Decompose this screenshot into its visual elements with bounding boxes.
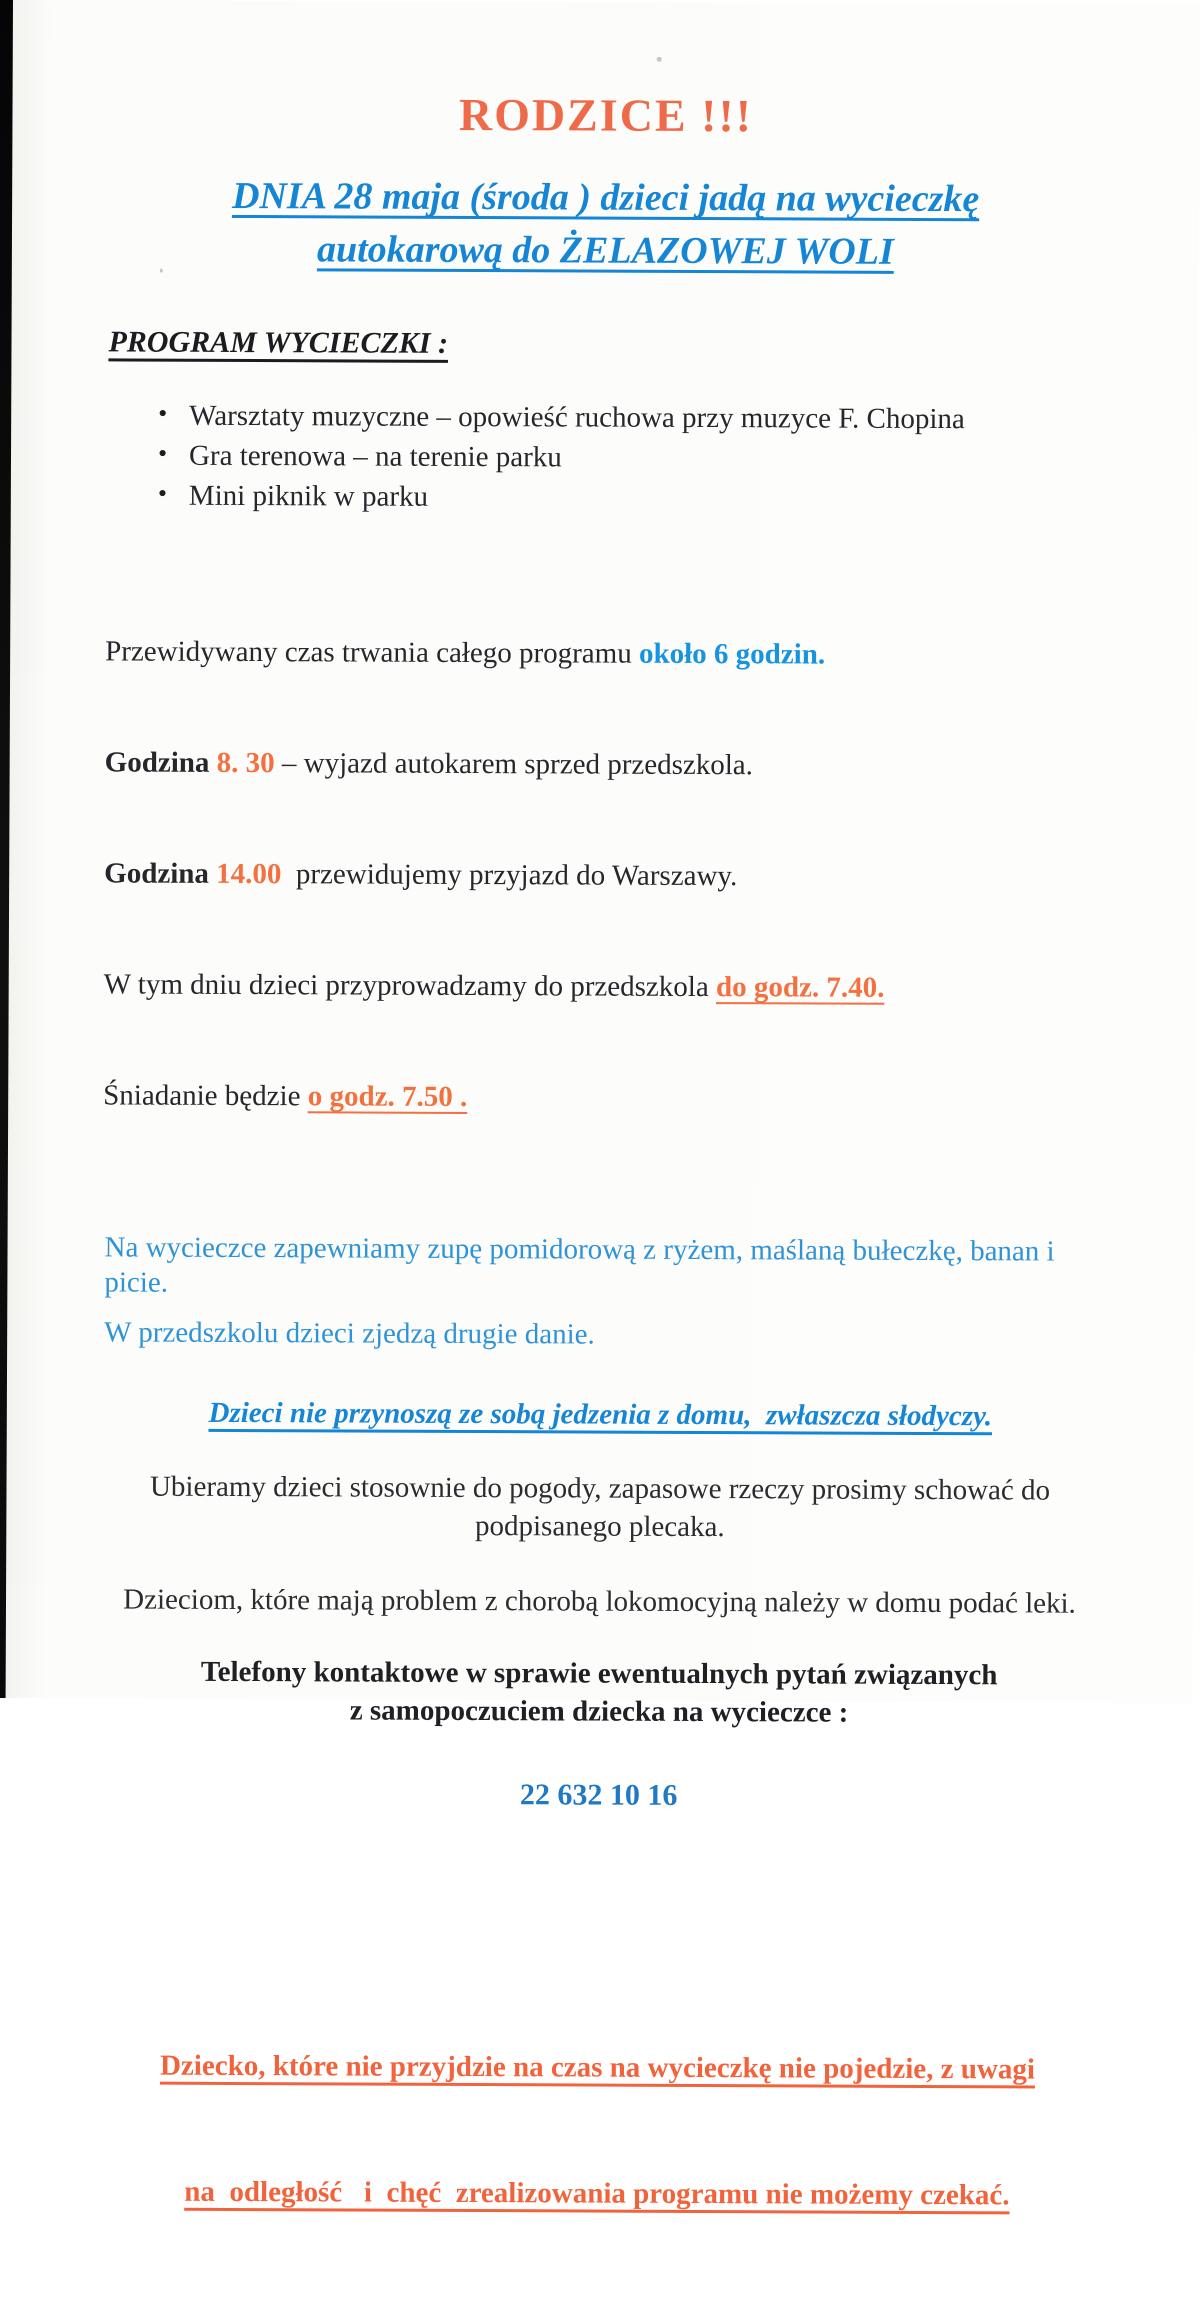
food-info-block: [104, 1230, 1195, 1355]
bullet-icon: •: [157, 438, 168, 468]
page-title: RODZICE !!!: [458, 88, 754, 142]
footer-warning: [3, 1960, 1191, 2301]
list-item: [11, 435, 1198, 480]
list-item: [11, 475, 1198, 520]
bullet-icon: •: [158, 398, 168, 428]
trip-heading-line2: autokarową do ŻELAZOWEJ WOLI: [316, 228, 894, 273]
food-line: picie.: [104, 1266, 169, 1299]
medicine-note: Dzieciom, które mają problem z chorobą lokomocyjną należy w domu podać leki.: [123, 1583, 1076, 1620]
contact-heading-line: z samopoczuciem dziecka na wycieczce :: [349, 1694, 849, 1729]
schedule-duration: [105, 633, 1197, 675]
contact-phone-number: 22 632 10 16: [519, 1778, 678, 1812]
trip-heading: [12, 169, 1199, 280]
schedule-block: [103, 559, 1198, 1193]
departure-label: Godzina: [104, 746, 217, 779]
clothing-note: [6, 1467, 1193, 1548]
schedule-departure: [105, 744, 1197, 786]
scan-artifact-dot: [160, 269, 163, 273]
return-label: Godzina: [104, 857, 217, 890]
program-list: [11, 395, 1199, 520]
duration-highlight: około 6 godzin.: [638, 637, 826, 671]
footer-warning-line: Dziecko, które nie przyjdzie na czas na wycieczkę nie pojedzie, z uwagi: [159, 2049, 1036, 2086]
clothing-line: podpisanego plecaka.: [474, 1510, 725, 1544]
scan-artifact-dot: [657, 57, 662, 62]
program-header: PROGRAM WYCIECZKI :: [108, 325, 449, 360]
breakfast-time: o godz. 7.50 .: [307, 1080, 468, 1113]
no-food-notice: [7, 1396, 1194, 1434]
no-food-notice-text: Dzieci nie przynoszą ze sobą jedzenia z domu, zwłaszcza słodyczy.: [208, 1396, 993, 1433]
footer-warning-line: na odległość i chęć zrealizowania programu nie możemy czekać.: [184, 2175, 1010, 2212]
contact-heading: [5, 1652, 1192, 1733]
dropoff-text: W tym dniu dzieci przyprowadzamy do przedszkola: [103, 968, 717, 1004]
clothing-line: Ubieramy dzieci stosownie do pogody, zapasowe rzeczy prosimy schować do: [149, 1470, 1051, 1507]
program-item-label: Gra terenowa – na terenie parku: [188, 439, 562, 474]
return-text: przewidujemy przyjazd do Warszawy.: [281, 858, 738, 893]
departure-text: – wyjazd autokarem sprzed przedszkola.: [274, 747, 754, 782]
schedule-dropoff: [104, 966, 1196, 1008]
schedule-return: [104, 855, 1196, 897]
program-item-label: Warsztaty muzyczne – opowieść ruchowa przy muzyce F. Chopina: [189, 399, 965, 436]
return-time: 14.00: [216, 857, 282, 891]
contact-heading-line: Telefony kontaktowe w sprawie ewentualnych pytań związanych: [200, 1655, 998, 1692]
breakfast-text: Śniadanie będzie: [103, 1079, 308, 1113]
schedule-duration-text: Przewidywany czas trwania całego programu: [105, 635, 640, 670]
dropoff-time: do godz. 7.40.: [715, 971, 885, 1004]
schedule-breakfast: [103, 1077, 1195, 1119]
trip-heading-line1: DNIA 28 maja (środa ) dzieci jadą na wycieczkę: [231, 174, 980, 221]
food-line: W przedszkolu dzieci zjedzą drugie danie.: [104, 1316, 595, 1351]
document-page: [6, 0, 1200, 2212]
program-item-label: Mini piknik w parku: [188, 479, 429, 513]
food-line: Na wycieczce zapewniamy zupę pomidorową z ryżem, maślaną bułeczkę, banan i: [104, 1231, 1055, 1268]
bullet-icon: •: [157, 478, 168, 508]
departure-time: 8. 30: [216, 746, 275, 780]
list-item: [11, 395, 1198, 440]
